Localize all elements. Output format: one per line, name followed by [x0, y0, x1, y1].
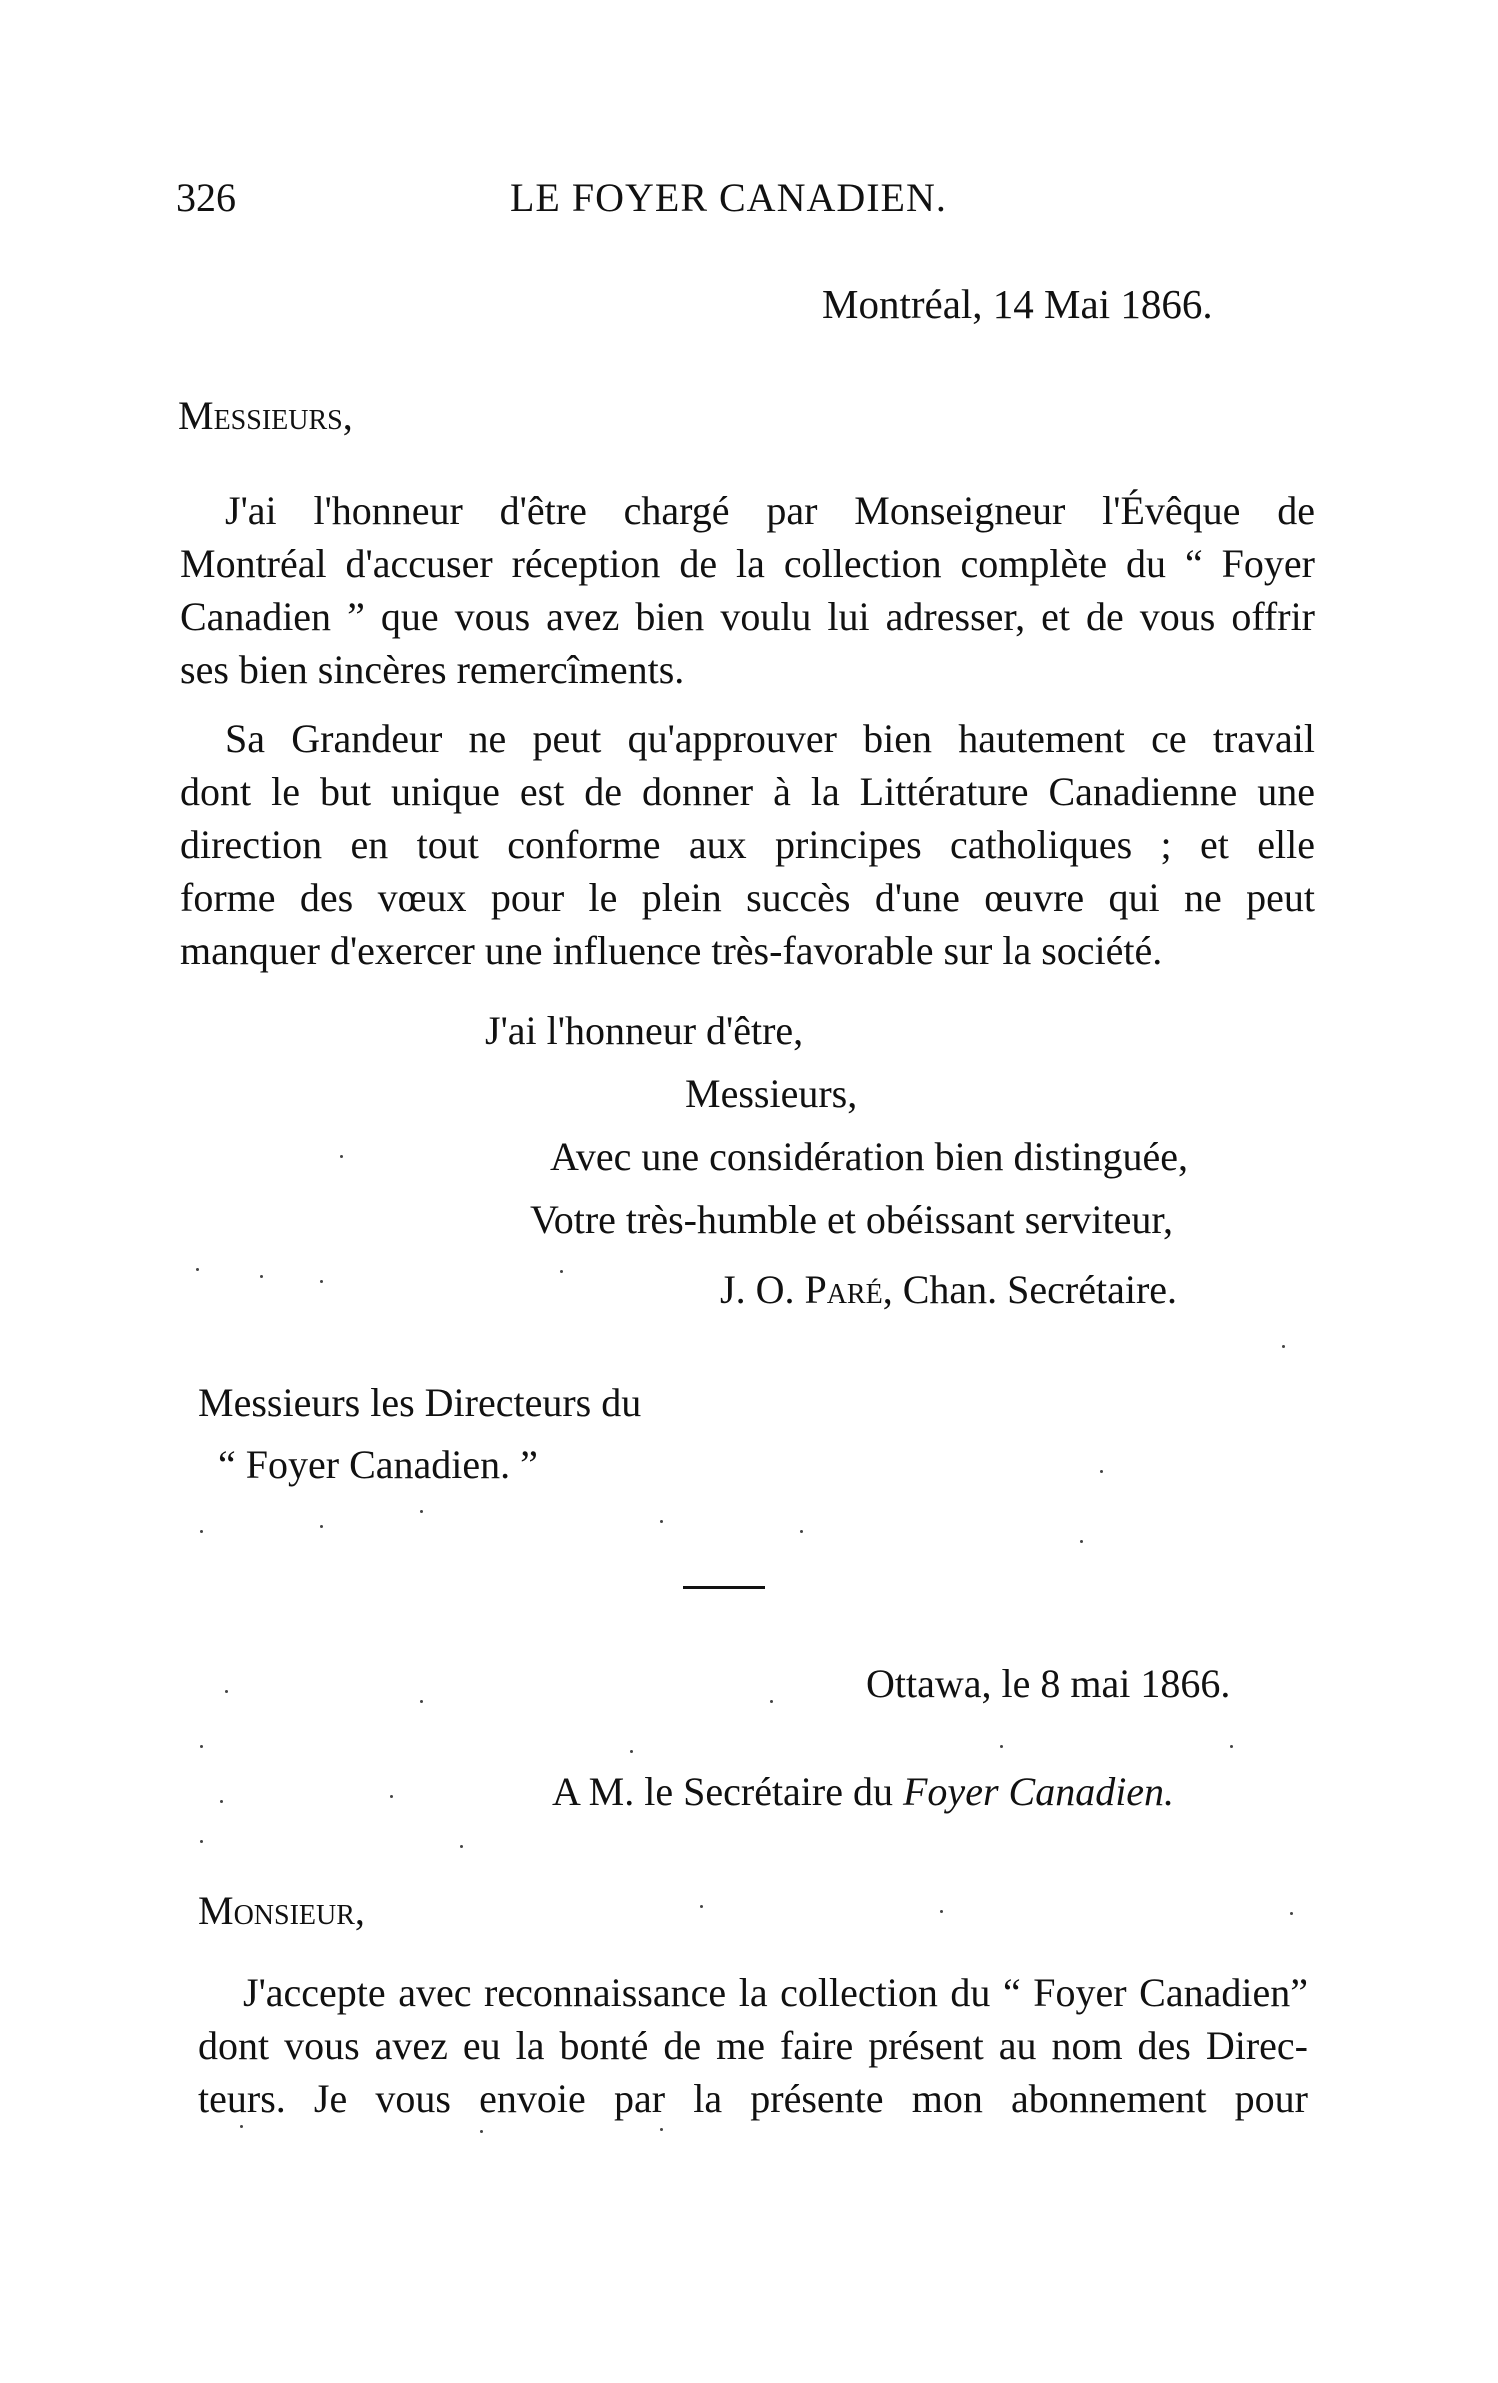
speck	[320, 1525, 323, 1528]
speck	[200, 1745, 203, 1748]
speck	[1290, 1912, 1293, 1915]
paragraph-line: Sa Grandeur ne peut qu'approuver bien hautement ce travail	[225, 716, 1315, 761]
address-journal-title: Foyer Canadien.	[903, 1769, 1175, 1814]
speck	[660, 1520, 663, 1523]
speck	[225, 1690, 228, 1693]
speck	[940, 1910, 943, 1913]
speck	[660, 2128, 663, 2131]
speck	[240, 2125, 243, 2128]
paragraph-line: direction en tout conforme aux principes catholiques ; et elle	[180, 822, 1315, 867]
letter1-signature	[720, 1266, 1177, 1314]
speck	[560, 1270, 563, 1273]
speck	[1230, 1745, 1233, 1748]
closing-line: J'ai l'honneur d'être,	[485, 1008, 804, 1053]
paragraph-line: Canadien ” que vous avez bien voulu lui adresser, et de vous offrir	[180, 594, 1315, 639]
addressee-line: Messieurs les Directeurs du	[198, 1380, 642, 1425]
closing-line: Avec une considération bien distinguée,	[550, 1134, 1188, 1179]
speck	[390, 1795, 393, 1798]
paragraph-line: forme des vœux pour le plein succès d'une œuvre qui ne peut	[180, 875, 1315, 920]
paragraph-line: ses bien sincères remercîments.	[180, 647, 685, 692]
speck	[1282, 1345, 1285, 1348]
paragraph-line: J'accepte avec reconnaissance la collection du “ Foyer Canadien”	[243, 1970, 1308, 2015]
page-number: 326	[176, 175, 236, 220]
paragraph-line: manquer d'exercer une influence très-favorable sur la société.	[180, 928, 1163, 973]
letter1-salutation: Messieurs,	[178, 393, 353, 438]
letter1-dateline: Montréal, 14 Mai 1866.	[822, 281, 1213, 327]
paragraph-line: J'ai l'honneur d'être chargé par Monseigneur l'Évêque de	[225, 488, 1315, 533]
speck	[700, 1905, 703, 1908]
speck	[1100, 1470, 1103, 1473]
speck	[460, 1845, 463, 1848]
signature-title: , Chan. Secrétaire.	[882, 1267, 1178, 1312]
address-prefix: A M. le Secrétaire du	[552, 1769, 903, 1814]
speck	[420, 1510, 423, 1513]
paragraph-line: teurs. Je vous envoie par la présente mon abonnement pour	[198, 2076, 1308, 2121]
speck	[1000, 1745, 1003, 1748]
speck	[200, 1530, 203, 1533]
paragraph-line: Montréal d'accuser réception de la collection complète du “ Foyer	[180, 541, 1315, 586]
letter2-salutation: Monsieur,	[198, 1888, 365, 1933]
letter2-address	[552, 1768, 1174, 1816]
speck	[800, 1530, 803, 1533]
letter2-dateline: Ottawa, le 8 mai 1866.	[866, 1661, 1231, 1706]
speck	[196, 1268, 199, 1271]
speck	[420, 1700, 423, 1703]
addressee-line: “ Foyer Canadien. ”	[218, 1442, 538, 1487]
speck	[260, 1275, 263, 1278]
speck	[480, 2130, 483, 2133]
paragraph-line: dont le but unique est de donner à la Littérature Canadienne une	[180, 769, 1315, 814]
signature-name: Paré	[804, 1267, 883, 1312]
paragraph-line: dont vous avez eu la bonté de me faire présent au nom des Direc-	[198, 2023, 1308, 2068]
speck	[1080, 1540, 1083, 1543]
speck	[340, 1155, 343, 1158]
speck	[220, 1800, 223, 1803]
speck	[630, 1750, 633, 1753]
closing-line: Messieurs,	[685, 1071, 858, 1116]
speck	[200, 1840, 203, 1843]
signature-initials: J. O.	[720, 1267, 795, 1312]
speck	[770, 1700, 773, 1703]
closing-line: Votre très-humble et obéissant serviteur,	[530, 1197, 1174, 1242]
section-divider	[683, 1586, 765, 1589]
running-title: LE FOYER CANADIEN.	[510, 175, 947, 220]
speck	[320, 1280, 323, 1283]
